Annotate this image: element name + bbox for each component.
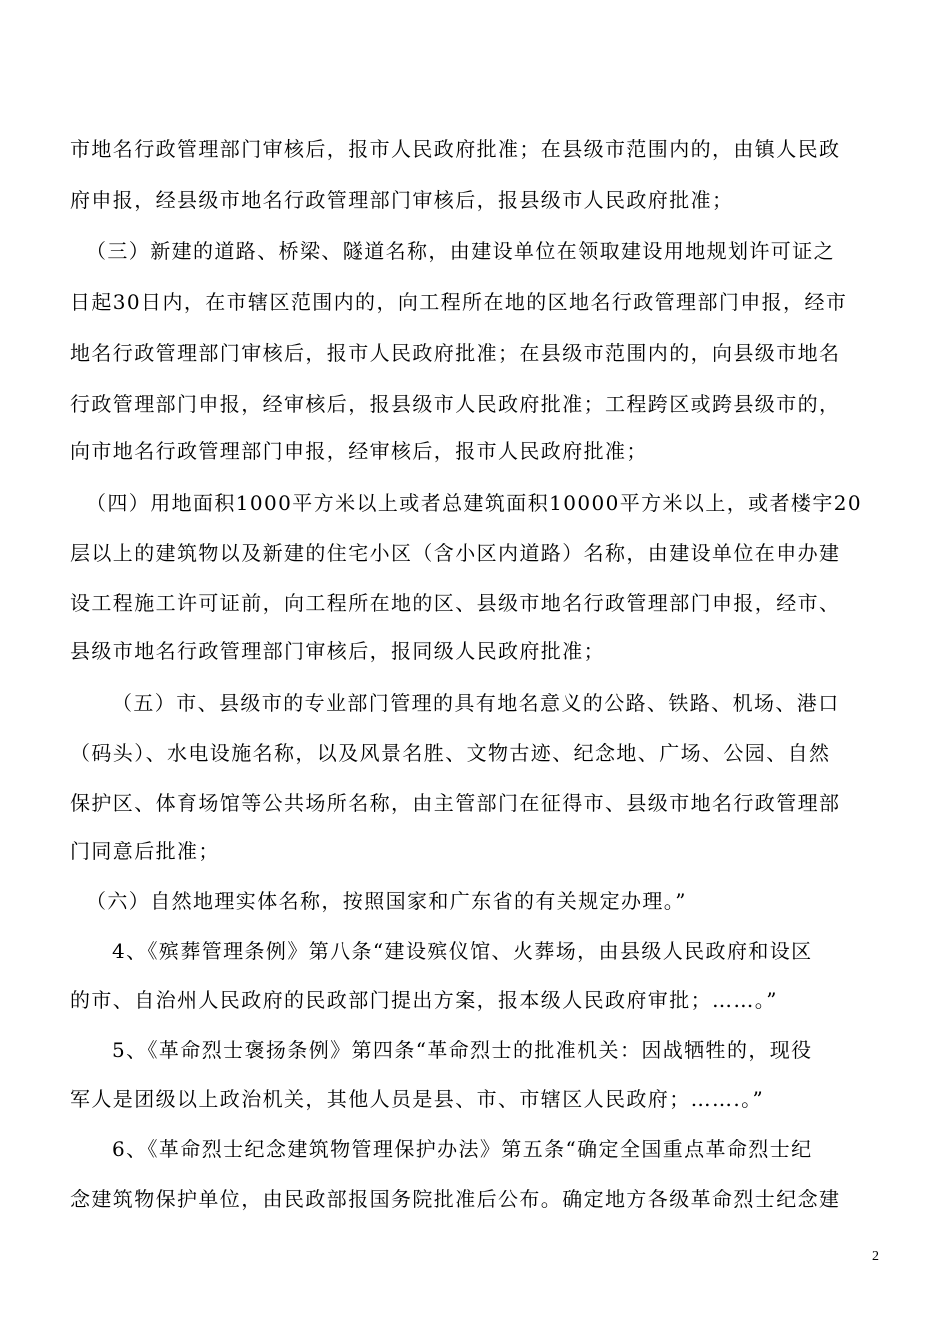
text-line: 市地名行政管理部门审核后，报市人民政府批准；在县级市范围内的，由镇人民政 <box>70 137 841 161</box>
text-line: 门同意后批准； <box>70 839 220 863</box>
text-line: 军人是团级以上政治机关，其他人员是县、市、市辖区人民政府；…….。” <box>70 1087 765 1111</box>
text-line: 5、《革命烈士褒扬条例》第四条“革命烈士的批准机关：因战牺牲的，现役 <box>112 1038 813 1062</box>
text-line: 向市地名行政管理部门申报，经审核后，报市人民政府批准； <box>70 439 648 463</box>
text-line: 行政管理部门申报，经审核后，报县级市人民政府批准；工程跨区或跨县级市的， <box>70 392 841 416</box>
text-line: 县级市地名行政管理部门审核后，报同级人民政府批准； <box>70 639 605 663</box>
text-line: 4、《殡葬管理条例》第八条“建设殡仪馆、火葬场，由县级人民政府和设区 <box>112 939 813 963</box>
text-line: （码头）、水电设施名称，以及风景名胜、文物古迹、纪念地、广场、公园、自然 <box>70 741 831 765</box>
text-line: 设工程施工许可证前，向工程所在地的区、县级市地名行政管理部门申报，经市、 <box>70 591 841 615</box>
text-line: 府申报，经县级市地名行政管理部门审核后，报县级市人民政府批准； <box>70 188 734 212</box>
text-line: （四）用地面积1000平方米以上或者总建筑面积10000平方米以上，或者楼宇20 <box>86 491 862 515</box>
page-number: 2 <box>872 1249 879 1264</box>
text-line: 层以上的建筑物以及新建的住宅小区（含小区内道路）名称，由建设单位在申办建 <box>70 541 841 565</box>
text-line: 地名行政管理部门审核后，报市人民政府批准；在县级市范围内的，向县级市地名 <box>70 341 841 365</box>
text-line: 保护区、体育场馆等公共场所名称，由主管部门在征得市、县级市地名行政管理部 <box>70 791 841 815</box>
text-line: 日起30日内，在市辖区范围内的，向工程所在地的区地名行政管理部门申报，经市 <box>70 290 848 314</box>
text-line: 6、《革命烈士纪念建筑物管理保护办法》第五条“确定全国重点革命烈士纪 <box>112 1137 813 1161</box>
text-line: （五）市、县级市的专业部门管理的具有地名意义的公路、铁路、机场、港口 <box>112 691 840 715</box>
text-line: 念建筑物保护单位，由民政部报国务院批准后公布。确定地方各级革命烈士纪念建 <box>70 1187 841 1211</box>
text-line: （六）自然地理实体名称，按照国家和广东省的有关规定办理。” <box>86 889 687 913</box>
text-line: 的市、自治州人民政府的民政部门提出方案，报本级人民政府审批；……。” <box>70 988 778 1012</box>
text-line: （三）新建的道路、桥梁、隧道名称，由建设单位在领取建设用地规划许可证之 <box>86 239 835 263</box>
